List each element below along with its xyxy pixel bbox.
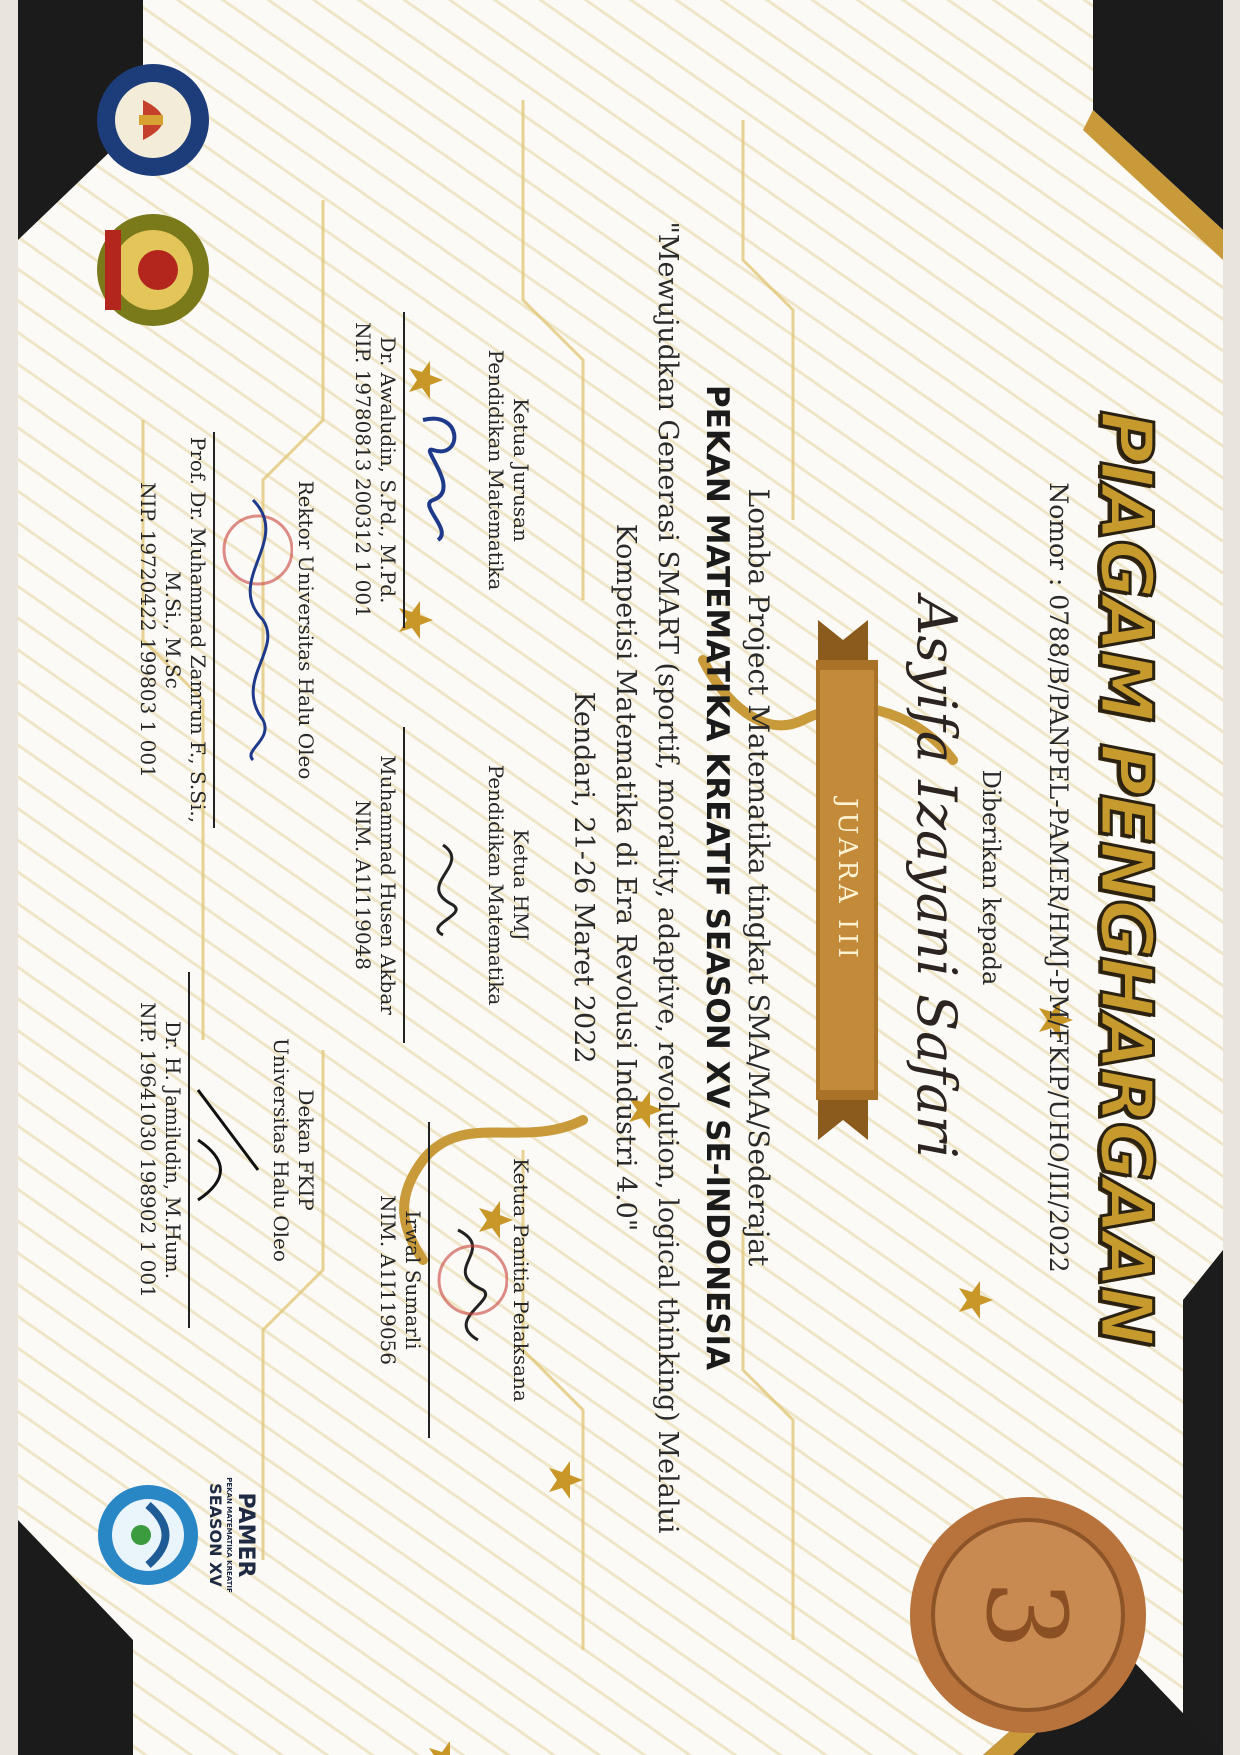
signature-area [215, 420, 293, 840]
signature-icon [430, 1180, 508, 1380]
signature-area [430, 1110, 508, 1450]
hmj-logo-icon [93, 210, 213, 330]
certificate-title: PIAGAM PENGHARGAAN [1084, 410, 1168, 1345]
signatory-id: NIM. A1I119048 [351, 799, 375, 970]
svg-text:3: 3 [962, 1580, 1090, 1650]
photographed-paper [18, 0, 1223, 1755]
recipient-name: Asyifa Izayani Safari [905, 596, 968, 1159]
signatory-role: Ketua Jurusan [509, 398, 533, 542]
signatory-ketua-jurusan [350, 300, 533, 640]
signatory-id: NIM. A1I119056 [376, 1194, 400, 1365]
pamer-season: SEASON XV [206, 1483, 225, 1587]
signature-icon [405, 785, 483, 985]
signature-icon [405, 370, 483, 570]
signatory-role: Ketua Panitia Pelaksana [509, 1158, 533, 1402]
given-to-label: Diberikan kepada [977, 769, 1005, 986]
theme-line-1: "Mewujudkan Generasi SMART (sportif, morality, adaptive, revolution, logical thinking) Melalui [652, 221, 683, 1534]
signatory-rektor [135, 420, 318, 840]
signature-area [405, 300, 483, 640]
pamer-title: PAMER [233, 1492, 258, 1578]
signature-icon [190, 1050, 268, 1250]
signatory-role: Rektor Universitas Halu Oleo [294, 480, 318, 780]
pamer-logo-label [206, 1475, 258, 1595]
signatory-ketua-hmj [350, 715, 533, 1055]
rank-ribbon [798, 620, 888, 1140]
theme-line-2: Kompetisi Matematika di Era Revolusi Industri 4.0" [610, 523, 641, 1232]
certificate [18, 0, 1223, 1755]
signatory-role-2: Pendidikan Matematika [484, 349, 508, 591]
signatory-id: NIP. 19641030 198902 1 001 [136, 1002, 160, 1298]
university-logo-icon [93, 60, 213, 180]
signatory-name: Irwal Sumarli [401, 1210, 425, 1350]
signature-area [405, 715, 483, 1055]
signatory-ketua-panitia [375, 1110, 533, 1450]
signatory-id: NIP. 19720422 199803 1 001 [136, 482, 160, 778]
theme-text [562, 0, 688, 1755]
signatory-role: Ketua HMJ [509, 829, 533, 941]
pamer-logo-icon [93, 1480, 203, 1590]
signatory-role-2: Universitas Halu Oleo [269, 1038, 293, 1262]
signatory-name: Dr. H. Jamiludin, M.Hum. [161, 1020, 185, 1280]
competition-line: Lomba Project Matematika tingkat SMA/MA/Sederajat [742, 488, 775, 1267]
pamer-subtitle: PEKAN MATEMATIKA KREATIF [225, 1477, 233, 1593]
signatory-name: Prof. Dr. Muhammad Zamrun F., S.Si., M.Si., M.Sc [161, 436, 210, 824]
certificate-number: Nomor : 0788/B/PANPEL-PAMER/HMJ-PM/FKIP/UHO/III/2022 [1044, 482, 1073, 1273]
place-date: Kendari, 21-26 Maret 2022 [568, 691, 599, 1064]
rank-text: JUARA III [832, 798, 862, 962]
signatory-name: Dr. Awaludin, S.Pd., M.Pd. [376, 336, 400, 604]
signature-icon [215, 480, 293, 780]
event-name: PEKAN MATEMATIKA KREATIF SEASON XV SE-INDONESIA [699, 384, 735, 1371]
signatory-name: Muhammad Husen Akbar [376, 755, 400, 1015]
signatory-role: Dekan FKIP [294, 1089, 318, 1211]
signature-area [190, 960, 268, 1340]
signatory-id: NIP. 19780813 200312 1 001 [351, 322, 375, 618]
signatory-role-2: Pendidikan Matematika [484, 764, 508, 1006]
signatory-dekan [135, 960, 318, 1340]
